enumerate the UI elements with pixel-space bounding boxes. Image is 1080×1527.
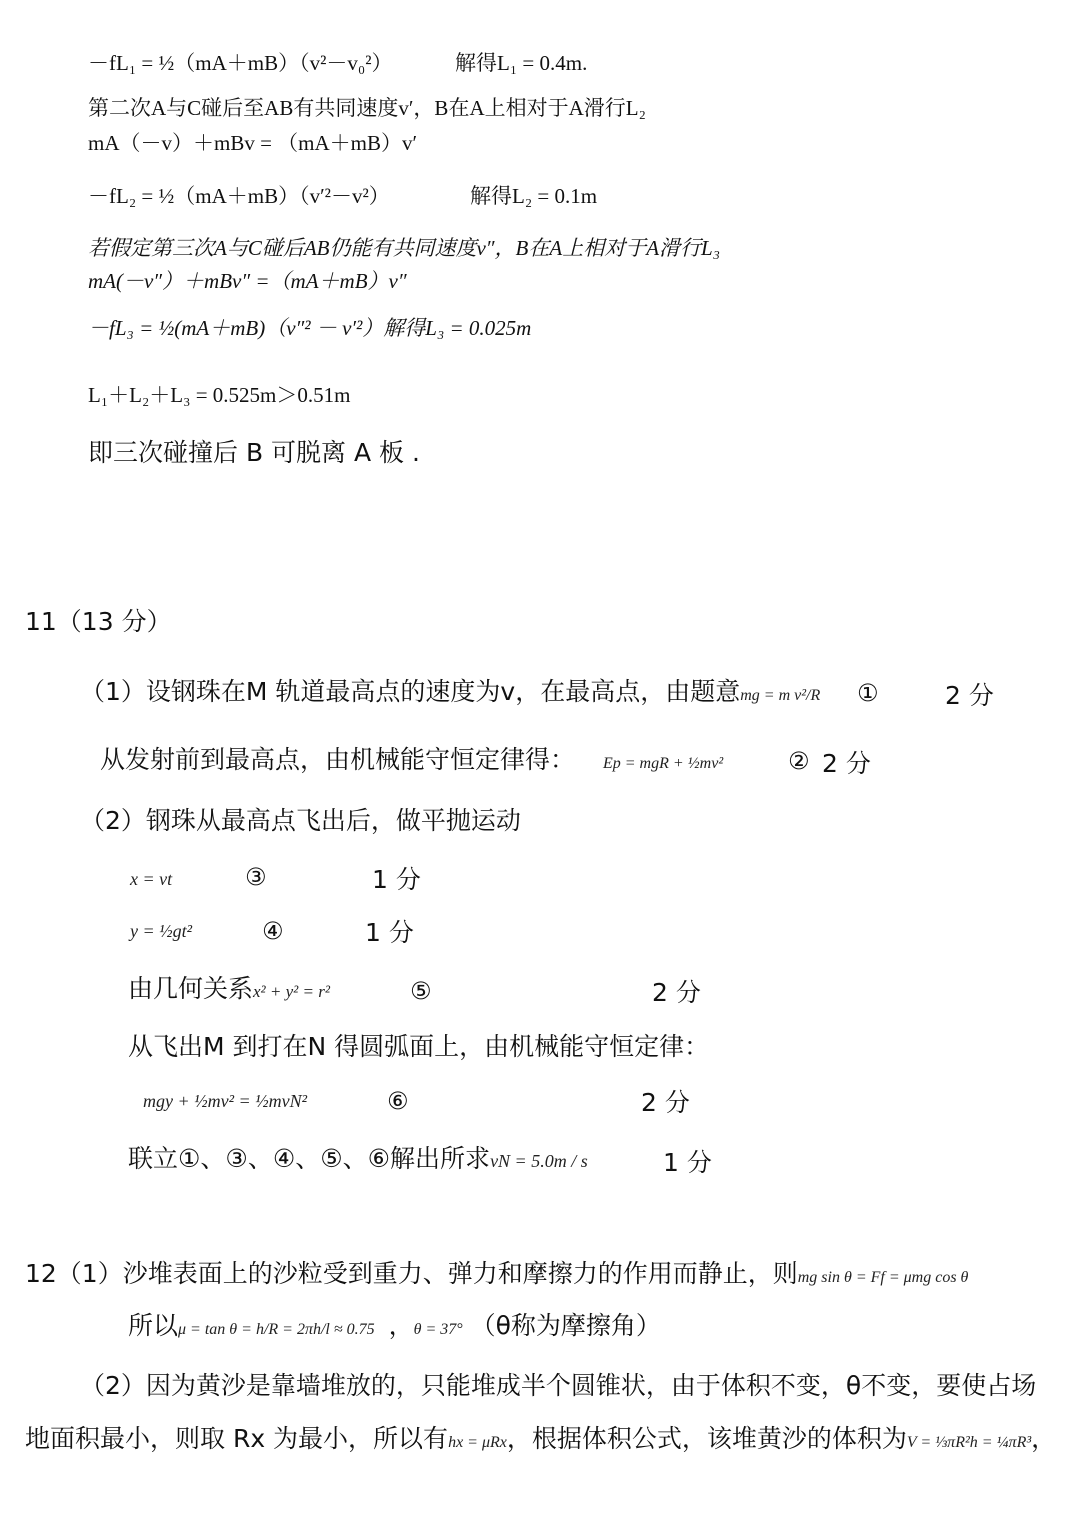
eq-y-points: 1 分: [365, 918, 414, 947]
eq-momentum-2: mA（－v）＋mBv = （mA＋mB）v′: [88, 131, 418, 155]
q12-part1-text: 12（1）沙堆表面上的沙粒受到重力、弹力和摩擦力的作用而静止，则: [25, 1259, 798, 1288]
eq-energy-N-points: 2 分: [641, 1088, 690, 1117]
result-L2: 解得L₂ = 0.1m: [470, 184, 598, 208]
q12-volume-line: 地面积最小，则取 Rx 为最小，所以有hx = μRx，根据体积公式，该堆黄沙的体积为V = ⅓πR²h = ¼πR³，: [25, 1424, 1057, 1453]
q11-combine-label: 联立①、③、④、⑤、⑥解出所求: [128, 1144, 491, 1173]
q12-theta-note: （θ称为摩擦角）: [470, 1311, 661, 1340]
circle-3-mark: ③: [245, 863, 267, 891]
q12-mu-line: 所以μ = tan θ = h/R = 2πh/l ≈ 0.75 ，θ = 37° （θ称为摩擦角）: [128, 1311, 661, 1340]
q12-hx-eq: hx = μRx: [448, 1434, 507, 1451]
q11-part2-text: （2）钢珠从最高点飞出后，做平抛运动: [80, 806, 521, 835]
q12-volume-text-b: ，根据体积公式，该堆黄沙的体积为: [506, 1424, 907, 1453]
q12-mu-eq: μ = tan θ = h/R = 2πh/l ≈ 0.75: [178, 1321, 375, 1338]
eq-vN: vN = 5.0m / s: [490, 1151, 588, 1171]
q11-part1-points: 2 分: [945, 681, 994, 710]
eq-vN-points: 1 分: [663, 1148, 712, 1177]
q11-part1-eq: mg = m v²/R: [740, 687, 821, 704]
q12-volume-eq: V = ⅓πR²h = ¼πR³: [906, 1434, 1032, 1451]
circle-6-mark: ⑥: [387, 1087, 409, 1115]
circle-2-mark: ②: [788, 747, 810, 775]
q11-part1-label: （1）设钢珠在M 轨道最高点的速度为v，在最高点，由题意: [80, 677, 741, 706]
eq-sum-L: L₁＋L₂＋L₃ = 0.525m＞0.51m: [88, 383, 351, 407]
eq-fL3: －fL₃ = ½(mA＋mB)（v″² － v′²）解得L₃ = 0.025m: [88, 316, 532, 340]
q11-heading: 11（13 分）: [25, 607, 172, 636]
eq-fL2: －fL₂ = ½（mA＋mB）（v′²－v²）: [88, 184, 390, 208]
eq-x: x = vt: [130, 869, 173, 889]
circle-4-mark: ④: [262, 917, 284, 945]
eq-momentum-3: mA(－v″）＋mBv″ =（mA＋mB）v″: [88, 269, 407, 293]
q12-friction-eq: mg sin θ = Ff = μmg cos θ: [797, 1269, 969, 1286]
q11-part1-text: [80, 676, 820, 707]
q11-part1b-points: 2 分: [822, 749, 871, 778]
eq-circle: x² + y² = r²: [253, 982, 330, 1001]
text-second-collision: 第二次A与C碰后至AB有共同速度v′，B在A上相对于A滑行L₂: [88, 96, 646, 120]
circle-5-mark: ⑤: [410, 977, 432, 1005]
q11-geometry-line: [128, 973, 330, 1004]
q12-part2-line: （2）因为黄沙是靠墙堆放的，只能堆成半个圆锥状，由于体积不变，θ不变，要使占场: [80, 1371, 1037, 1400]
eq-energy-N: mgy + ½mv² = ½mvN²: [143, 1091, 308, 1111]
q11-geometry-label: 由几何关系: [128, 974, 254, 1003]
eq-fL1: －fL₁ = ½（mA＋mB）（v²－v₀²）: [88, 51, 393, 75]
q11-energy2-text: 从飞出M 到打在N 得圆弧面上，由机械能守恒定律：: [128, 1032, 710, 1061]
q11-energy-eq: Ep = mgR + ½mv²: [602, 755, 724, 772]
q12-theta-eq: θ = 37°: [413, 1321, 463, 1338]
q12-volume-text-a: 地面积最小，则取 Rx 为最小，所以有: [25, 1424, 449, 1453]
result-L1: 解得L₁ = 0.4m.: [455, 51, 588, 75]
q11-part1b-text: [100, 744, 723, 775]
q11-energy-label: 从发射前到最高点，由机械能守恒定律得：: [100, 745, 576, 774]
text-third-collision: 若假定第三次A与C碰后AB仍能有共同速度v″，B在A上相对于A滑行L₃: [88, 236, 721, 260]
conclusion-text: 即三次碰撞后 B 可脱离 A 板 .: [88, 438, 420, 467]
q12-part1-line: [25, 1258, 968, 1289]
q11-combine-line: [128, 1143, 588, 1174]
q12-mu-label: 所以: [128, 1311, 179, 1340]
circle-1-mark: ①: [857, 679, 879, 707]
eq-circle-points: 2 分: [652, 978, 701, 1007]
eq-y: y = ½gt²: [130, 921, 193, 941]
eq-x-points: 1 分: [372, 865, 421, 894]
